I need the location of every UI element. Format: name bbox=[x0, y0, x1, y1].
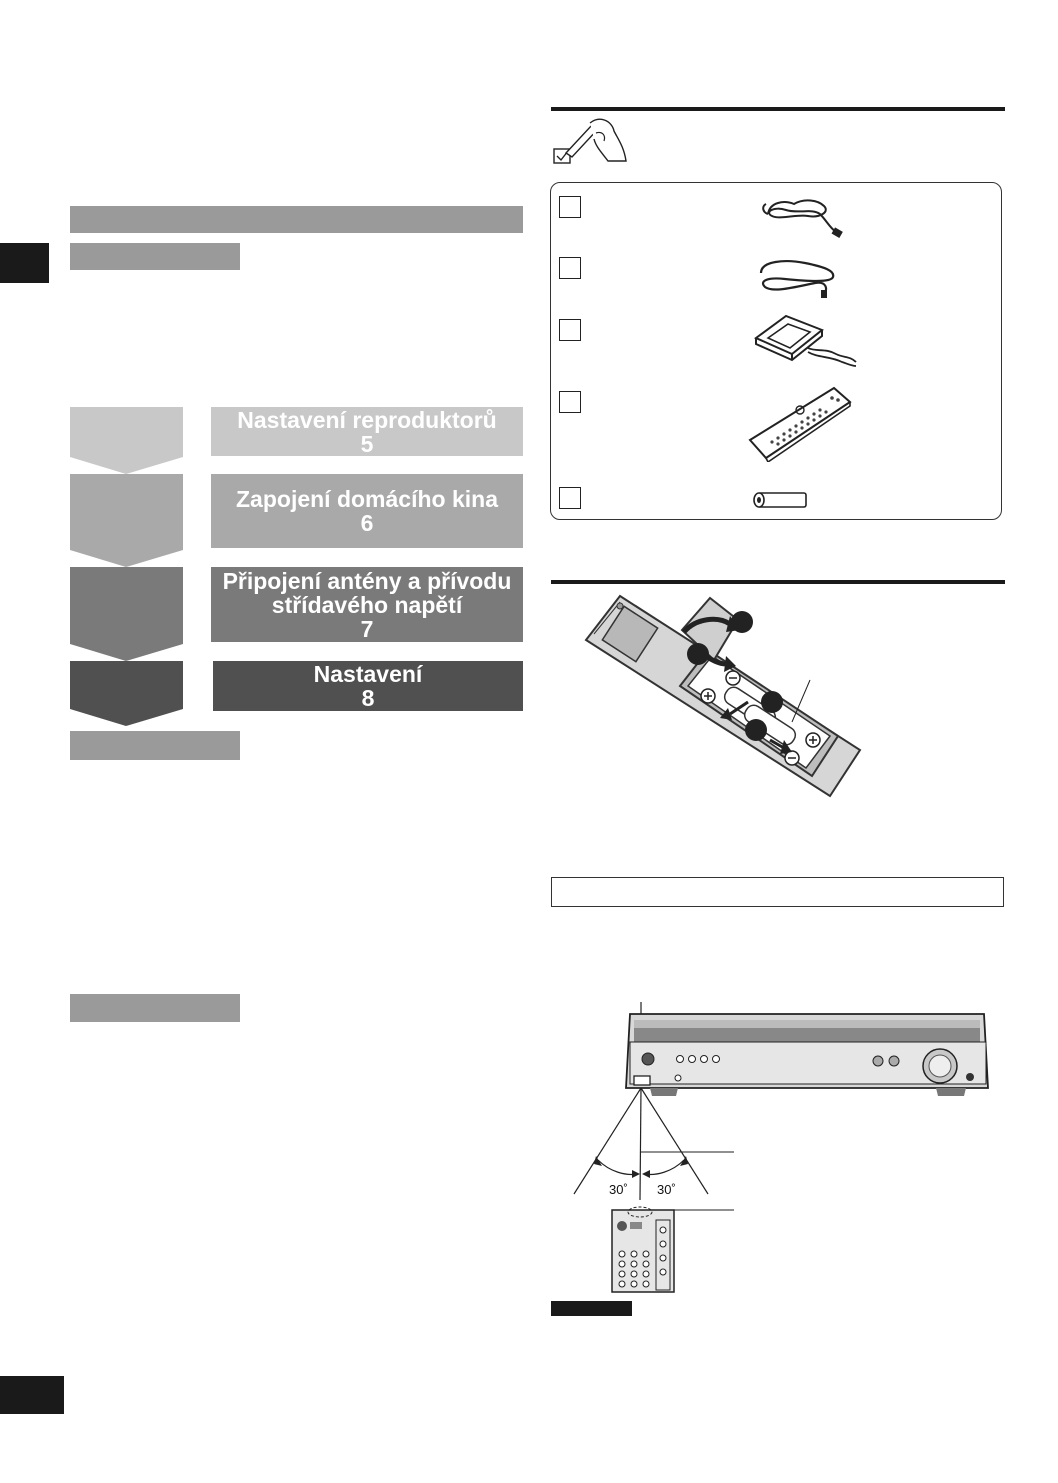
am-loop-antenna-icon bbox=[752, 308, 860, 370]
step-page: 8 bbox=[361, 685, 375, 711]
subsection-bar-3 bbox=[70, 994, 240, 1022]
fm-antenna-icon bbox=[755, 253, 841, 299]
note-label-bar bbox=[551, 1301, 632, 1316]
step-title: Zapojení domácího kina bbox=[236, 486, 498, 512]
remote-control-icon bbox=[748, 386, 852, 462]
step-box-setup[interactable] bbox=[213, 661, 523, 711]
step-arrow-4 bbox=[70, 661, 183, 726]
step-box-antenna[interactable] bbox=[211, 567, 523, 642]
step-arrow-1 bbox=[70, 407, 183, 474]
accessory-checkbox-3[interactable] bbox=[559, 319, 581, 341]
angle-right-label: 30˚ bbox=[657, 1182, 676, 1197]
step-page: 5 bbox=[360, 430, 374, 457]
accessory-checkbox-4[interactable] bbox=[559, 391, 581, 413]
accessory-checkbox-1[interactable] bbox=[559, 196, 581, 218]
note-box bbox=[551, 877, 1004, 907]
page-side-tab bbox=[0, 243, 49, 283]
step-title: Připojení antény a přívodu střídavého napětí bbox=[222, 567, 512, 618]
step-page: 7 bbox=[360, 615, 374, 642]
battery-icon bbox=[752, 490, 808, 510]
hand-with-pen-check-icon bbox=[552, 117, 630, 167]
step-arrow-2 bbox=[70, 474, 183, 567]
step-arrow-3 bbox=[70, 567, 183, 661]
accessory-checkbox-5[interactable] bbox=[559, 487, 581, 509]
step-title: Nastavení bbox=[313, 661, 423, 687]
remote-range-diagram bbox=[560, 998, 1005, 1293]
accessories-rule bbox=[551, 107, 1005, 111]
step-page: 6 bbox=[360, 510, 374, 536]
subsection-bar-2 bbox=[70, 731, 240, 760]
step-box-home-theater[interactable] bbox=[211, 474, 523, 548]
subsection-bar-1 bbox=[70, 243, 240, 270]
section-header-bar bbox=[70, 206, 523, 233]
accessory-checkbox-2[interactable] bbox=[559, 257, 581, 279]
step-box-speakers[interactable] bbox=[211, 407, 523, 456]
batteries-rule bbox=[551, 580, 1005, 584]
battery-insertion-diagram bbox=[580, 590, 870, 802]
step-title: Nastavení reproduktorů bbox=[237, 406, 497, 433]
page-number-tab bbox=[0, 1376, 64, 1414]
angle-left-label: 30˚ bbox=[609, 1182, 628, 1197]
power-cord-icon bbox=[760, 192, 844, 240]
